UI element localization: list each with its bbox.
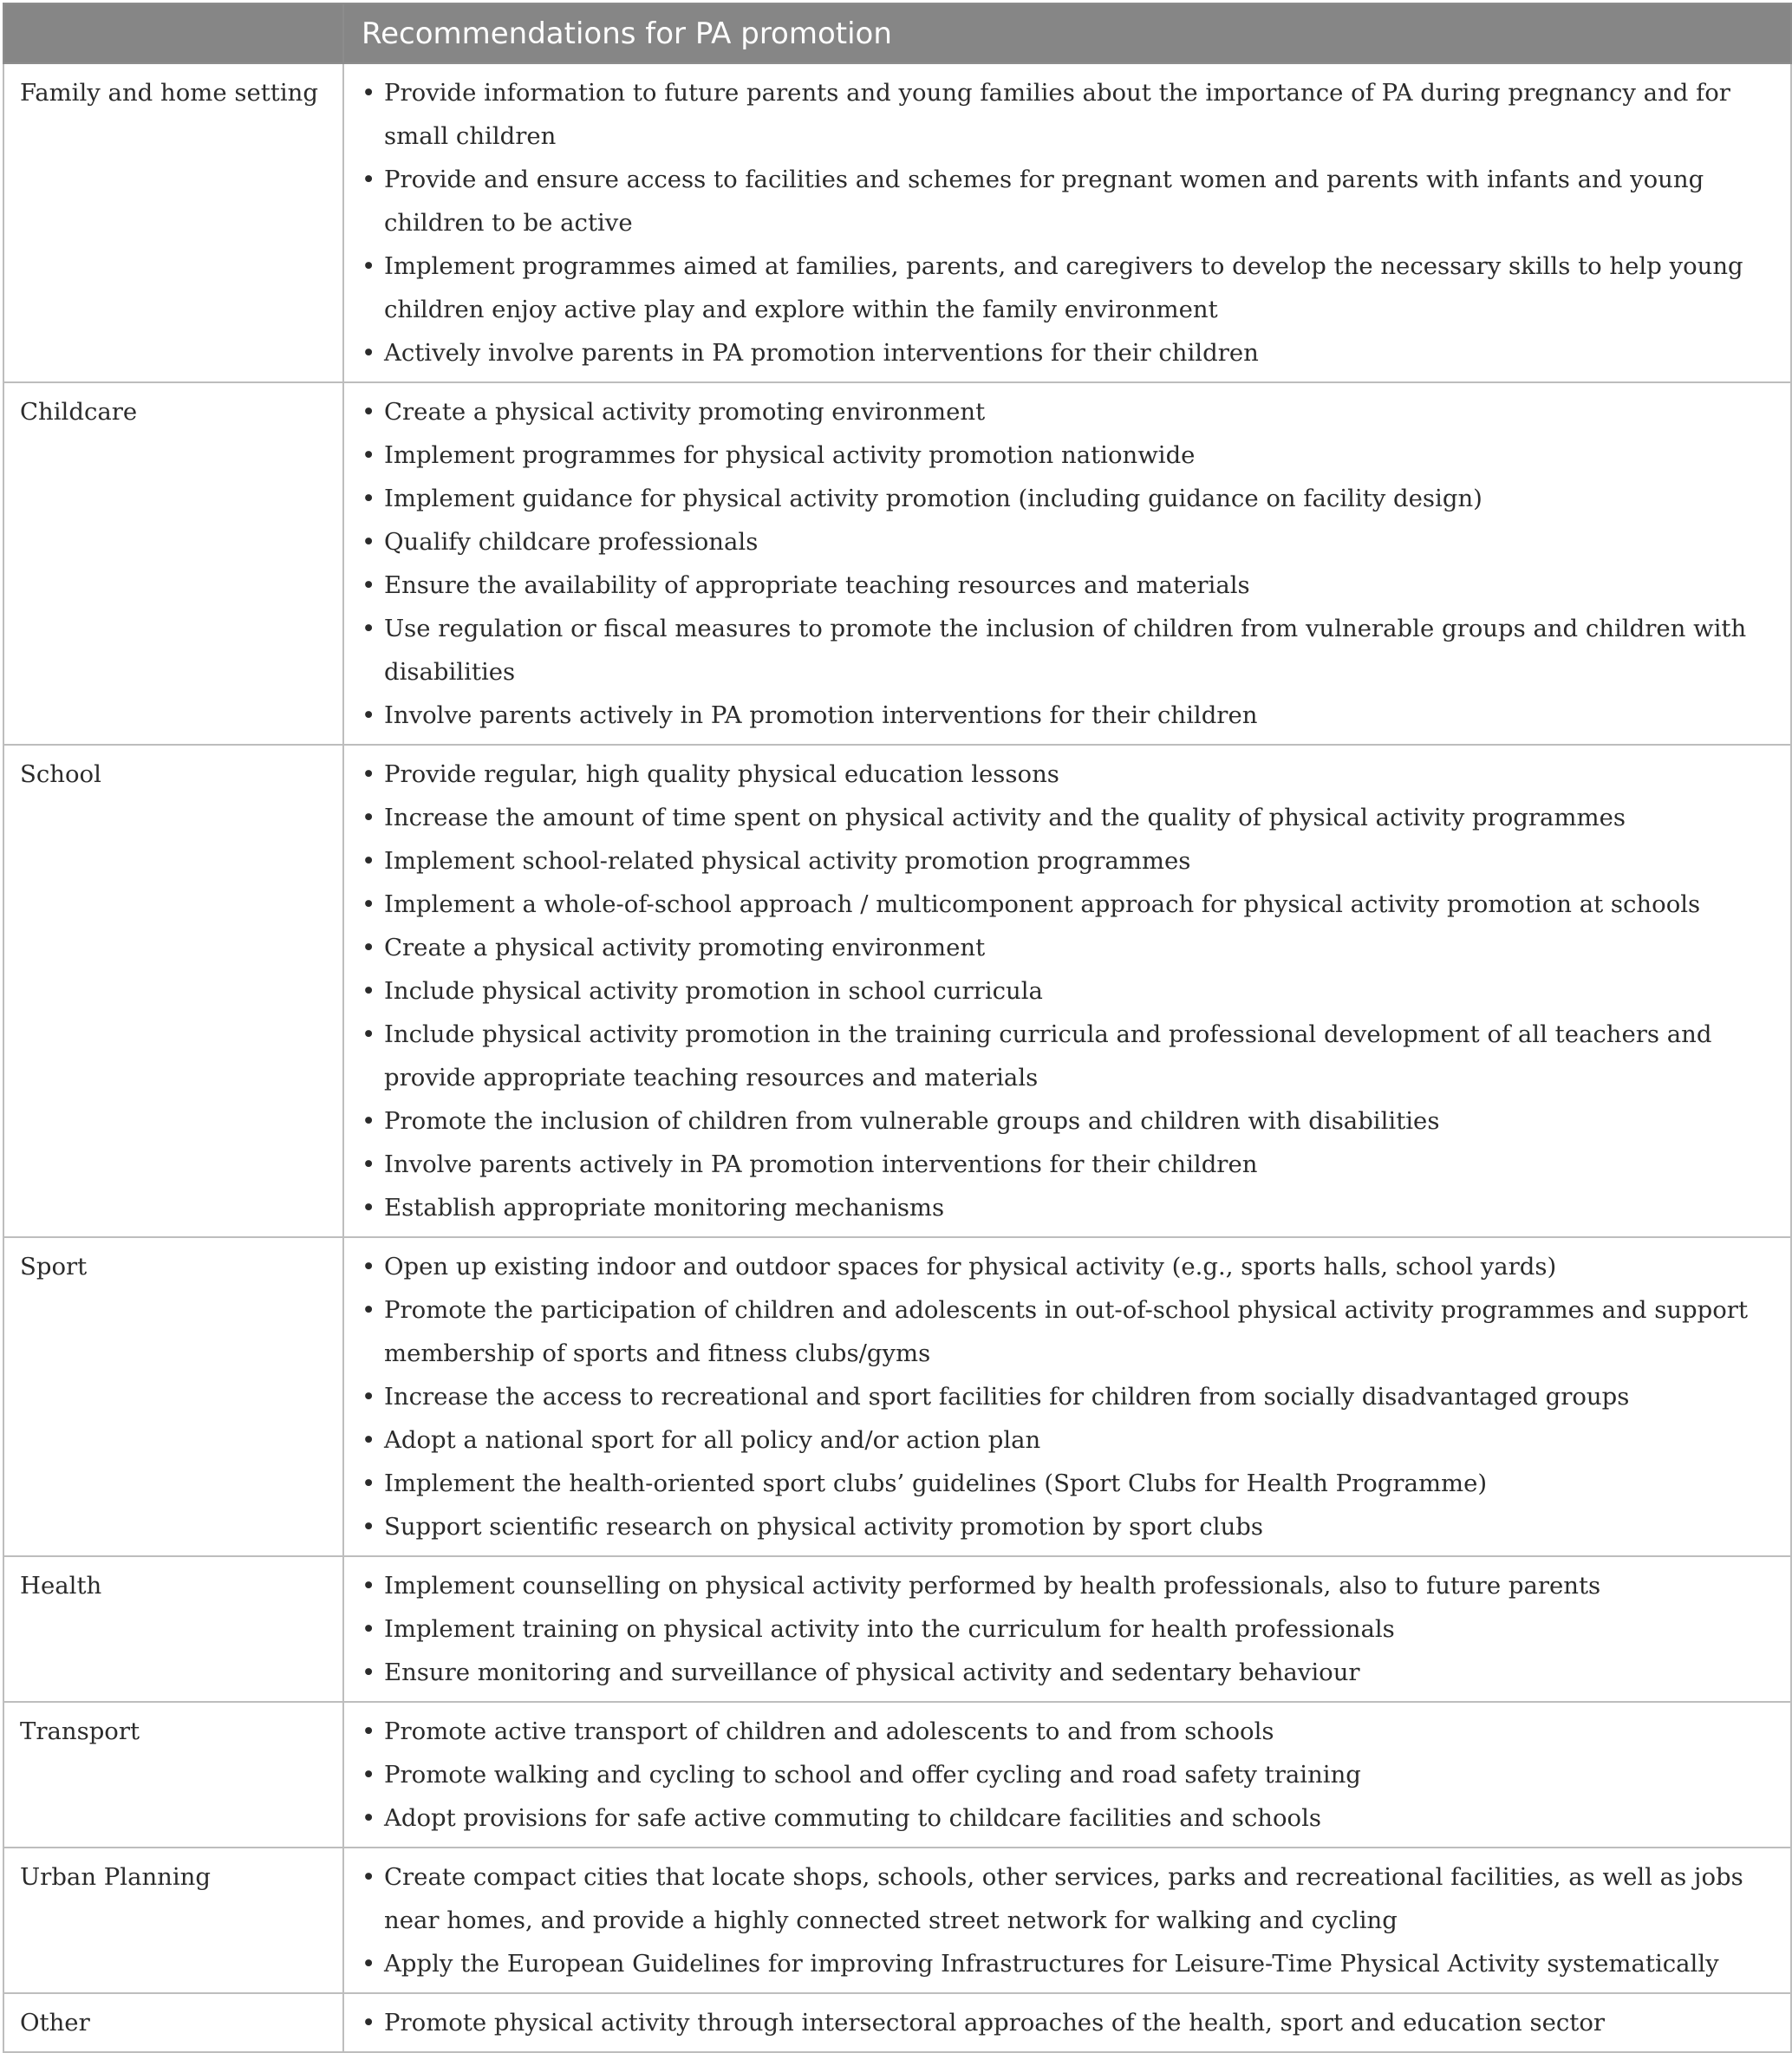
list-item (362, 1564, 1773, 1607)
list-item (362, 433, 1773, 477)
recommendation-list (362, 1710, 1773, 1840)
list-item (362, 796, 1773, 839)
recommendation-list (362, 1855, 1773, 1985)
bullet-icon: • (362, 441, 376, 469)
table-row (3, 1702, 1791, 1848)
table-row (3, 1556, 1791, 1702)
recommendation-text: Ensure monitoring and surveillance of physical activity and sedentary behaviour (384, 1659, 1360, 1686)
list-item (362, 694, 1773, 737)
recommendation-text: Implement a whole-of-school approach / multicomponent approach for physical activity promotion at schools (384, 890, 1701, 918)
bullet-icon: • (362, 1513, 376, 1541)
recommendation-list (362, 1245, 1773, 1548)
bullet-icon: • (362, 760, 376, 788)
list-item (362, 839, 1773, 883)
recommendations-cell (343, 63, 1791, 382)
recommendation-text: Establish appropriate monitoring mechanisms (384, 1194, 945, 1222)
recommendations-cell (343, 745, 1791, 1237)
recommendation-text: Ensure the availability of appropriate teaching resources and materials (384, 571, 1250, 599)
recommendation-text: Promote active transport of children and adolescents to and from schools (384, 1717, 1274, 1745)
recommendation-text: Promote the inclusion of children from vulnerable groups and children with disabilities (384, 1107, 1440, 1135)
list-item (362, 969, 1773, 1013)
recommendation-text: Adopt a national sport for all policy and/or action plan (384, 1426, 1041, 1454)
bullet-icon: • (362, 1253, 376, 1281)
header-setting-cell (3, 3, 343, 63)
recommendation-text: Implement the health-oriented sport clubs’ guidelines (Sport Clubs for Health Programme) (384, 1470, 1488, 1497)
list-item (362, 1607, 1773, 1651)
bullet-icon: • (362, 1572, 376, 1600)
recommendation-text: Include physical activity promotion in school curricula (384, 977, 1043, 1005)
list-item (362, 520, 1773, 564)
recommendation-text: Provide and ensure access to facilities and schemes for pregnant women and parents with infants and young children to be active (384, 166, 1704, 237)
list-item (362, 1186, 1773, 1229)
bullet-icon: • (362, 1020, 376, 1048)
bullet-icon: • (362, 1107, 376, 1135)
recommendation-list (362, 2001, 1773, 2044)
list-item (362, 883, 1773, 926)
setting-cell: Sport (3, 1237, 343, 1556)
list-item (362, 1013, 1773, 1099)
recommendation-text: Involve parents actively in PA promotion interventions for their children (384, 701, 1258, 729)
recommendation-text: Promote the participation of children and adolescents in out-of-school physical activity programmes and support membership of sports and fitness clubs/gyms (384, 1296, 1749, 1367)
recommendation-text: Implement programmes aimed at families, parents, and caregivers to develop the necessary skills to help young children enjoy active play and explore within the family environment (384, 252, 1743, 323)
table-header (3, 3, 1791, 63)
list-item (362, 564, 1773, 607)
list-item (362, 1143, 1773, 1186)
recommendation-text: Adopt provisions for safe active commuting to childcare facilities and schools (384, 1804, 1321, 1832)
header-row (3, 3, 1791, 63)
table-row (3, 1993, 1791, 2052)
recommendation-text: Implement school-related physical activity promotion programmes (384, 847, 1191, 875)
recommendations-cell (343, 382, 1791, 745)
recommendations-cell (343, 1237, 1791, 1556)
bullet-icon: • (362, 166, 376, 193)
bullet-icon: • (362, 1863, 376, 1891)
bullet-icon: • (362, 977, 376, 1005)
list-item (362, 1796, 1773, 1840)
table-body (3, 63, 1791, 2052)
table-row (3, 63, 1791, 382)
list-item (362, 1710, 1773, 1753)
list-item (362, 477, 1773, 520)
bullet-icon: • (362, 1194, 376, 1222)
list-item (362, 71, 1773, 158)
list-item (362, 1462, 1773, 1505)
list-item (362, 1942, 1773, 1985)
recommendation-text: Promote physical activity through intersectoral approaches of the health, sport and education sector (384, 2009, 1606, 2037)
list-item (362, 1245, 1773, 1288)
recommendation-text: Implement training on physical activity into the curriculum for health professionals (384, 1615, 1395, 1643)
list-item (362, 753, 1773, 796)
bullet-icon: • (362, 1761, 376, 1789)
recommendation-text: Increase the access to recreational and sport facilities for children from socially disadvantaged groups (384, 1383, 1630, 1411)
bullet-icon: • (362, 1717, 376, 1745)
recommendation-text: Implement counselling on physical activity performed by health professionals, also to future parents (384, 1572, 1601, 1600)
bullet-icon: • (362, 252, 376, 280)
list-item (362, 1288, 1773, 1375)
setting-cell: Childcare (3, 382, 343, 745)
recommendation-list (362, 1564, 1773, 1694)
setting-cell: Family and home setting (3, 63, 343, 382)
bullet-icon: • (362, 485, 376, 512)
bullet-icon: • (362, 1150, 376, 1178)
recommendation-list (362, 390, 1773, 737)
list-item (362, 331, 1773, 375)
recommendation-text: Actively involve parents in PA promotion interventions for their children (384, 339, 1259, 367)
table-row (3, 1848, 1791, 1993)
setting-cell: School (3, 745, 343, 1237)
bullet-icon: • (362, 1659, 376, 1686)
recommendation-text: Involve parents actively in PA promotion interventions for their children (384, 1150, 1258, 1178)
recommendation-text: Implement programmes for physical activity promotion nationwide (384, 441, 1196, 469)
list-item (362, 1651, 1773, 1694)
recommendation-text: Qualify childcare professionals (384, 528, 759, 556)
recommendation-text: Create compact cities that locate shops, schools, other services, parks and recreational facilities, as well as jobs near homes, and provide a highly connected street network for walking and cycling (384, 1863, 1743, 1934)
recommendation-text: Provide information to future parents and young families about the importance of PA during pregnancy and for small children (384, 79, 1730, 150)
recommendation-text: Apply the European Guidelines for improving Infrastructures for Leisure-Time Physical Activity systematically (384, 1950, 1719, 1978)
bullet-icon: • (362, 1615, 376, 1643)
list-item (362, 2001, 1773, 2044)
list-item (362, 244, 1773, 331)
list-item (362, 1418, 1773, 1462)
recommendations-cell (343, 1556, 1791, 1702)
recommendation-text: Open up existing indoor and outdoor spaces for physical activity (e.g., sports halls, school yards) (384, 1253, 1557, 1281)
recommendation-text: Support scientific research on physical activity promotion by sport clubs (384, 1513, 1263, 1541)
recommendations-cell (343, 1848, 1791, 1993)
recommendation-text: Implement guidance for physical activity promotion (including guidance on facility design) (384, 485, 1482, 512)
setting-cell: Other (3, 1993, 343, 2052)
list-item (362, 607, 1773, 694)
recommendation-text: Create a physical activity promoting environment (384, 934, 986, 961)
bullet-icon: • (362, 528, 376, 556)
bullet-icon: • (362, 1426, 376, 1454)
list-item (362, 1855, 1773, 1942)
list-item (362, 390, 1773, 433)
table-row (3, 382, 1791, 745)
bullet-icon: • (362, 615, 376, 642)
recommendation-text: Provide regular, high quality physical education lessons (384, 760, 1059, 788)
bullet-icon: • (362, 1470, 376, 1497)
bullet-icon: • (362, 847, 376, 875)
recommendations-cell (343, 1702, 1791, 1848)
bullet-icon: • (362, 890, 376, 918)
setting-cell: Urban Planning (3, 1848, 343, 1993)
list-item (362, 1753, 1773, 1796)
bullet-icon: • (362, 804, 376, 831)
recommendation-list (362, 71, 1773, 375)
recommendation-text: Use regulation or fiscal measures to promote the inclusion of children from vulnerable groups and children with disabilities (384, 615, 1747, 686)
recommendations-table (3, 3, 1792, 2053)
recommendations-cell (343, 1993, 1791, 2052)
recommendation-text: Create a physical activity promoting environment (384, 398, 986, 426)
recommendation-list (362, 753, 1773, 1229)
bullet-icon: • (362, 701, 376, 729)
bullet-icon: • (362, 2009, 376, 2037)
bullet-icon: • (362, 934, 376, 961)
bullet-icon: • (362, 398, 376, 426)
table-row (3, 1237, 1791, 1556)
setting-cell: Health (3, 1556, 343, 1702)
bullet-icon: • (362, 339, 376, 367)
recommendation-text: Promote walking and cycling to school and offer cycling and road safety training (384, 1761, 1361, 1789)
list-item (362, 158, 1773, 244)
list-item (362, 926, 1773, 969)
list-item (362, 1099, 1773, 1143)
bullet-icon: • (362, 1950, 376, 1978)
table-row (3, 745, 1791, 1237)
header-recommendations-cell: Recommendations for PA promotion (343, 3, 1791, 63)
bullet-icon: • (362, 1296, 376, 1324)
bullet-icon: • (362, 79, 376, 107)
setting-cell: Transport (3, 1702, 343, 1848)
recommendation-text: Include physical activity promotion in the training curricula and professional development of all teachers and provide appropriate teaching resources and materials (384, 1020, 1712, 1092)
list-item (362, 1375, 1773, 1418)
bullet-icon: • (362, 1804, 376, 1832)
list-item (362, 1505, 1773, 1548)
bullet-icon: • (362, 571, 376, 599)
recommendation-text: Increase the amount of time spent on physical activity and the quality of physical activity programmes (384, 804, 1626, 831)
bullet-icon: • (362, 1383, 376, 1411)
